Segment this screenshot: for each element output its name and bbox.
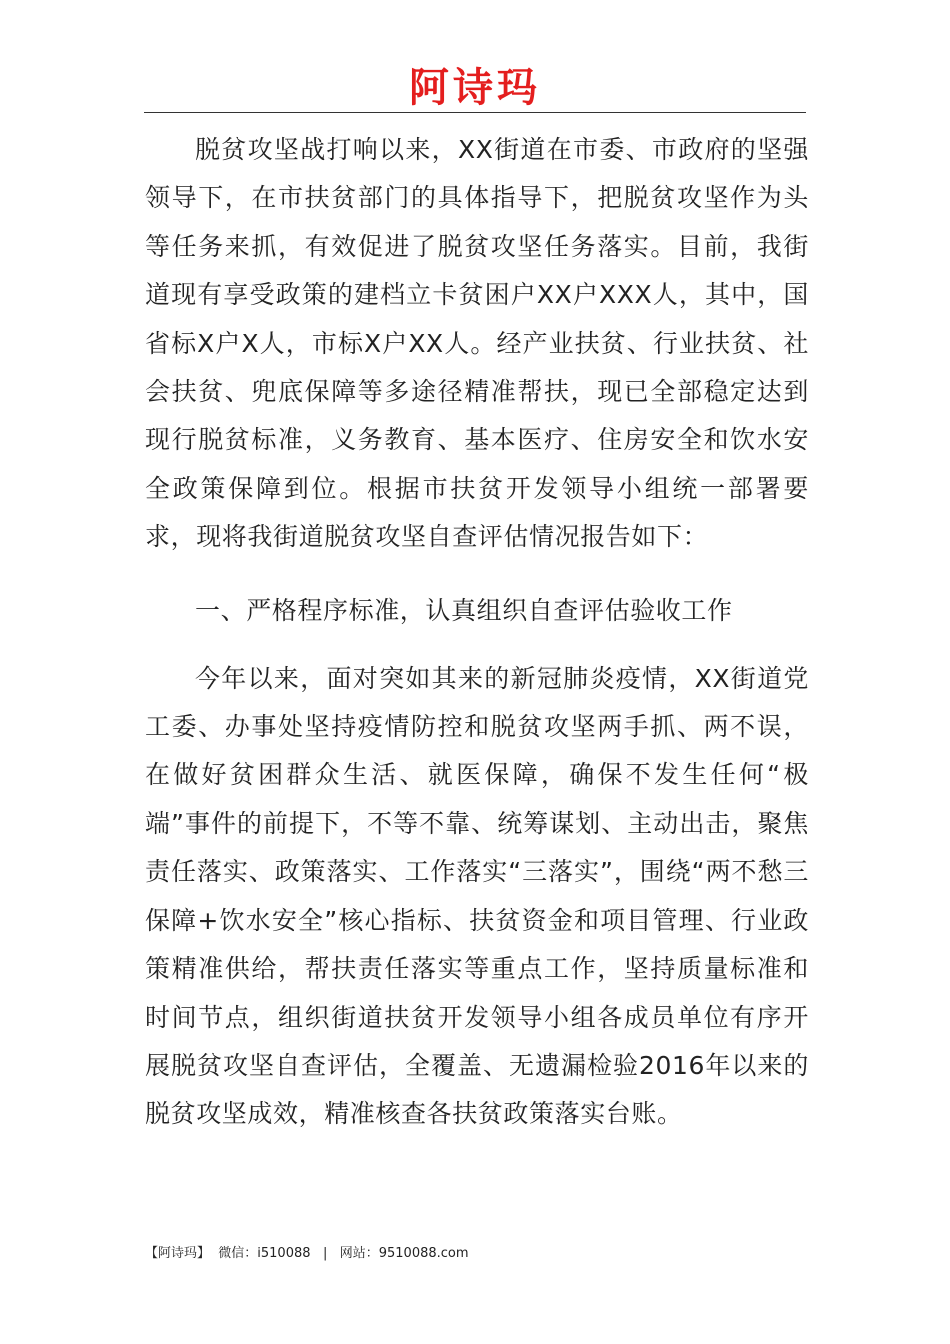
document-body (145, 126, 809, 1139)
paragraph-section-1: 今年以来，面对突如其来的新冠肺炎疫情，XX街道党工委、办事处坚持疫情防控和脱贫攻坚两手抓、两不误，在做好贫困群众生活、就医保障，确保不发生任何“极端”事件的前提下，不等不靠、统筹谋划、主动出击，聚焦责任落实、政策落实、工作落实“三落实”，围绕“两不愁三保障+饮水安全”核心指标、扶贫资金和项目管理、行业政策精准供给，帮扶责任落实等重点工作，坚持质量标准和时间节点，组织街道扶贫开发领导小组各成员单位有序开展脱贫攻坚自查评估，全覆盖、无遗漏检验2016年以来的脱贫攻坚成效，精准核查各扶贫政策落实台账。 (145, 663, 809, 1129)
footer-separator: | (322, 1246, 328, 1261)
site-logo-title: 阿诗玛 (409, 64, 541, 111)
footer-wechat: 微信：i510088 (218, 1246, 311, 1261)
footer-brand: 【阿诗玛】 (145, 1246, 211, 1261)
paragraph-intro: 脱贫攻坚战打响以来，XX街道在市委、市政府的坚强领导下，在市扶贫部门的具体指导下，把脱贫攻坚作为头等任务来抓，有效促进了脱贫攻坚任务落实。目前，我街道现有享受政策的建档立卡贫困户XX户XXX人，其中，国省标X户X人，市标X户XX人。经产业扶贫、行业扶贫、社会扶贫、兜底保障等多途径精准帮扶，现已全部稳定达到现行脱贫标准，义务教育、基本医疗、住房安全和饮水安全政策保障到位。根据市扶贫开发领导小组统一部署要求，现将我街道脱贫攻坚自查评估情况报告如下： (145, 135, 809, 552)
header-divider (144, 112, 806, 113)
footer-website[interactable]: 网站：9510088.com (339, 1246, 469, 1261)
page-footer (145, 1244, 469, 1264)
section-heading: 一、严格程序标准，认真组织自查评估验收工作 (195, 595, 733, 625)
